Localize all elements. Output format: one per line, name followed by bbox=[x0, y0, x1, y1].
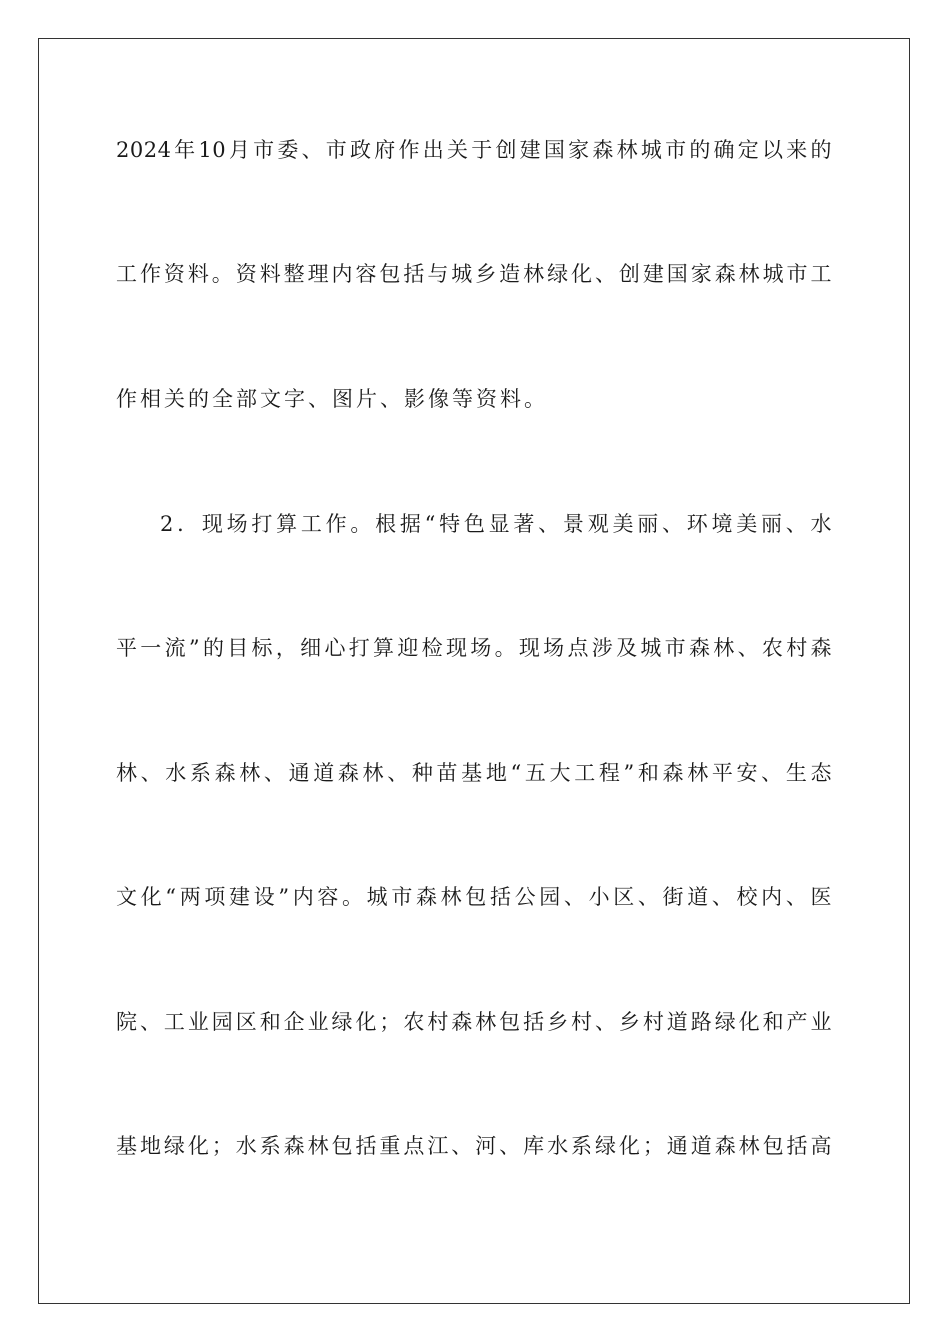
text-line-8: 院、工业园区和企业绿化；农村森林包括乡村、乡村道路绿化和产业 bbox=[116, 1010, 832, 1034]
text-line-2: 工作资料。资料整理内容包括与城乡造林绿化、创建国家森林城市工 bbox=[116, 262, 832, 286]
text-line-1: 2024年10月市委、市政府作出关于创建国家森林城市的确定以来的 bbox=[116, 138, 832, 162]
text-line-3: 作相关的全部文字、图片、影像等资料。 bbox=[116, 387, 548, 411]
text-line-9: 基地绿化；水系森林包括重点江、河、库水系绿化；通道森林包括高 bbox=[116, 1134, 832, 1158]
text-line-5: 平一流”的目标，细心打算迎检现场。现场点涉及城市森林、农村森 bbox=[116, 636, 832, 660]
text-line-7: 文化“两项建设”内容。城市森林包括公园、小区、街道、校内、医 bbox=[116, 885, 832, 909]
text-line-6: 林、水系森林、通道森林、种苗基地“五大工程”和森林平安、生态 bbox=[116, 761, 832, 785]
text-line-4: 2．现场打算工作。根据“特色显著、景观美丽、环境美丽、水 bbox=[160, 512, 832, 536]
page-frame bbox=[38, 38, 910, 1304]
